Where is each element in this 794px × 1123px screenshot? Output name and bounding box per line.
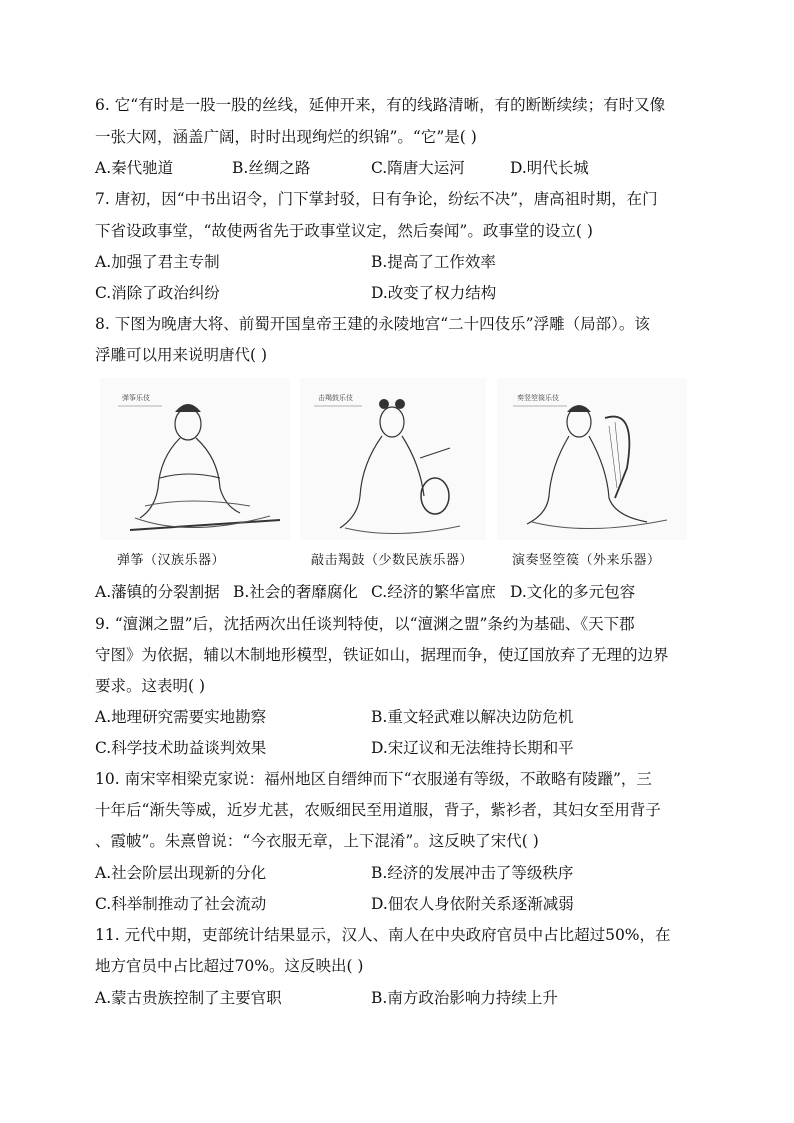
q7-option-a: A.加强了君主专制 [95,253,220,271]
q9-option-a: A.地理研究需要实地勘察 [95,708,267,726]
q7-option-c: C.消除了政治纠纷 [95,284,220,302]
q10-option-b: B.经济的发展冲击了等级秩序 [371,864,574,882]
q8-option-a: A.藩镇的分裂割据 [95,583,220,601]
figure-tag-1: 弹筝乐伎 [122,394,150,402]
q10-option-c: C.科举制推动了社会流动 [95,895,267,913]
q6-stem-line-1: 6. 它“有时是一股一股的丝线，延伸开来，有的线路清晰，有的断断续续；有时又像 [95,96,666,114]
zheng-player-illustration [100,378,290,540]
q9-stem-line-1: 9. “澶渊之盟”后，沈括两次出任谈判特使，以“澶渊之盟”条约为基础、《天下郡 [95,615,635,633]
q9-option-b: B.重文轻武难以解决边防危机 [371,708,574,726]
q8-option-d: D.文化的多元包容 [510,583,636,601]
q8-stem-line-1: 8. 下图为晚唐大将、前蜀开国皇帝王建的永陵地宫“二十四伎乐”浮雕（局部）。该 [95,315,650,333]
q10-option-a: A.社会阶层出现新的分化 [95,864,267,882]
q6-option-d: D.明代长城 [510,159,589,177]
q9-option-c: C.科学技术助益谈判效果 [95,739,267,757]
figure-caption-2: 敲击羯鼓（少数民族乐器） [311,553,474,568]
q9-option-d: D.宋辽议和无法维持长期和平 [371,739,574,757]
q10-stem-line-2: 十年后“渐失等威，近岁尤甚，农贩细民至用道服，背子，紫衫者，其妇女至用背子 [95,801,661,819]
q11-stem-line-1: 11. 元代中期，吏部统计结果显示，汉人、南人在中央政府官员中占比超过50%，在 [95,926,671,944]
q8-stem-line-2: 浮雕可以用来说明唐代( ) [95,346,268,364]
q10-stem-line-3: 、霞帔”。朱熹曾说：“今衣服无章，上下混淆”。这反映了宋代( ) [95,832,539,850]
figure-jiegu-player [300,378,486,540]
figure-zheng-player [100,378,290,540]
figure-caption-3: 演奏竖箜篌（外来乐器） [512,553,661,568]
figure-caption-1: 弹筝（汉族乐器） [117,553,226,568]
q6-option-c: C.隋唐大运河 [371,159,465,177]
q10-stem-line-1: 10. 南宋宰相梁克家说：福州地区自缙绅而下“衣服递有等级，不敢略有陵躐”，三 [95,770,652,788]
konghou-player-illustration [497,378,687,540]
q11-option-b: B.南方政治影响力持续上升 [371,989,558,1007]
q6-option-a: A.秦代驰道 [95,159,174,177]
q8-option-c: C.经济的繁华富庶 [371,583,496,601]
q9-stem-line-3: 要求。这表明( ) [95,677,206,695]
q10-option-d: D.佃农人身依附关系逐渐减弱 [371,895,574,913]
q8-option-b: B.社会的奢靡腐化 [233,583,358,601]
q7-option-d: D.改变了权力结构 [371,284,497,302]
q9-stem-line-2: 守图》为依据，辅以木制地形模型，铁证如山，据理而争，使辽国放弃了无理的边界 [95,646,669,664]
q7-stem-line-2: 下省设政事堂，“故使两省先于政事堂议定，然后奏闻”。政事堂的设立( ) [95,222,593,240]
figure-tag-3: 奏竖箜篌乐伎 [517,394,559,402]
figure-tag-2: 击羯鼓乐伎 [318,394,353,402]
q11-option-a: A.蒙古贵族控制了主要官职 [95,989,282,1007]
figure-konghou-player [497,378,687,540]
q11-stem-line-2: 地方官员中占比超过70%。这反映出( ) [95,957,364,975]
jiegu-player-illustration [300,378,486,540]
q6-stem-line-2: 一张大网，涵盖广阔，时时出现绚烂的织锦”。“它”是( ) [95,128,477,146]
q7-stem-line-1: 7. 唐初，因“中书出诏令，门下掌封驳，日有争论，纷纭不决”，唐高祖时期，在门 [95,190,658,208]
q7-option-b: B.提高了工作效率 [371,253,496,271]
q6-option-b: B.丝绸之路 [232,159,311,177]
